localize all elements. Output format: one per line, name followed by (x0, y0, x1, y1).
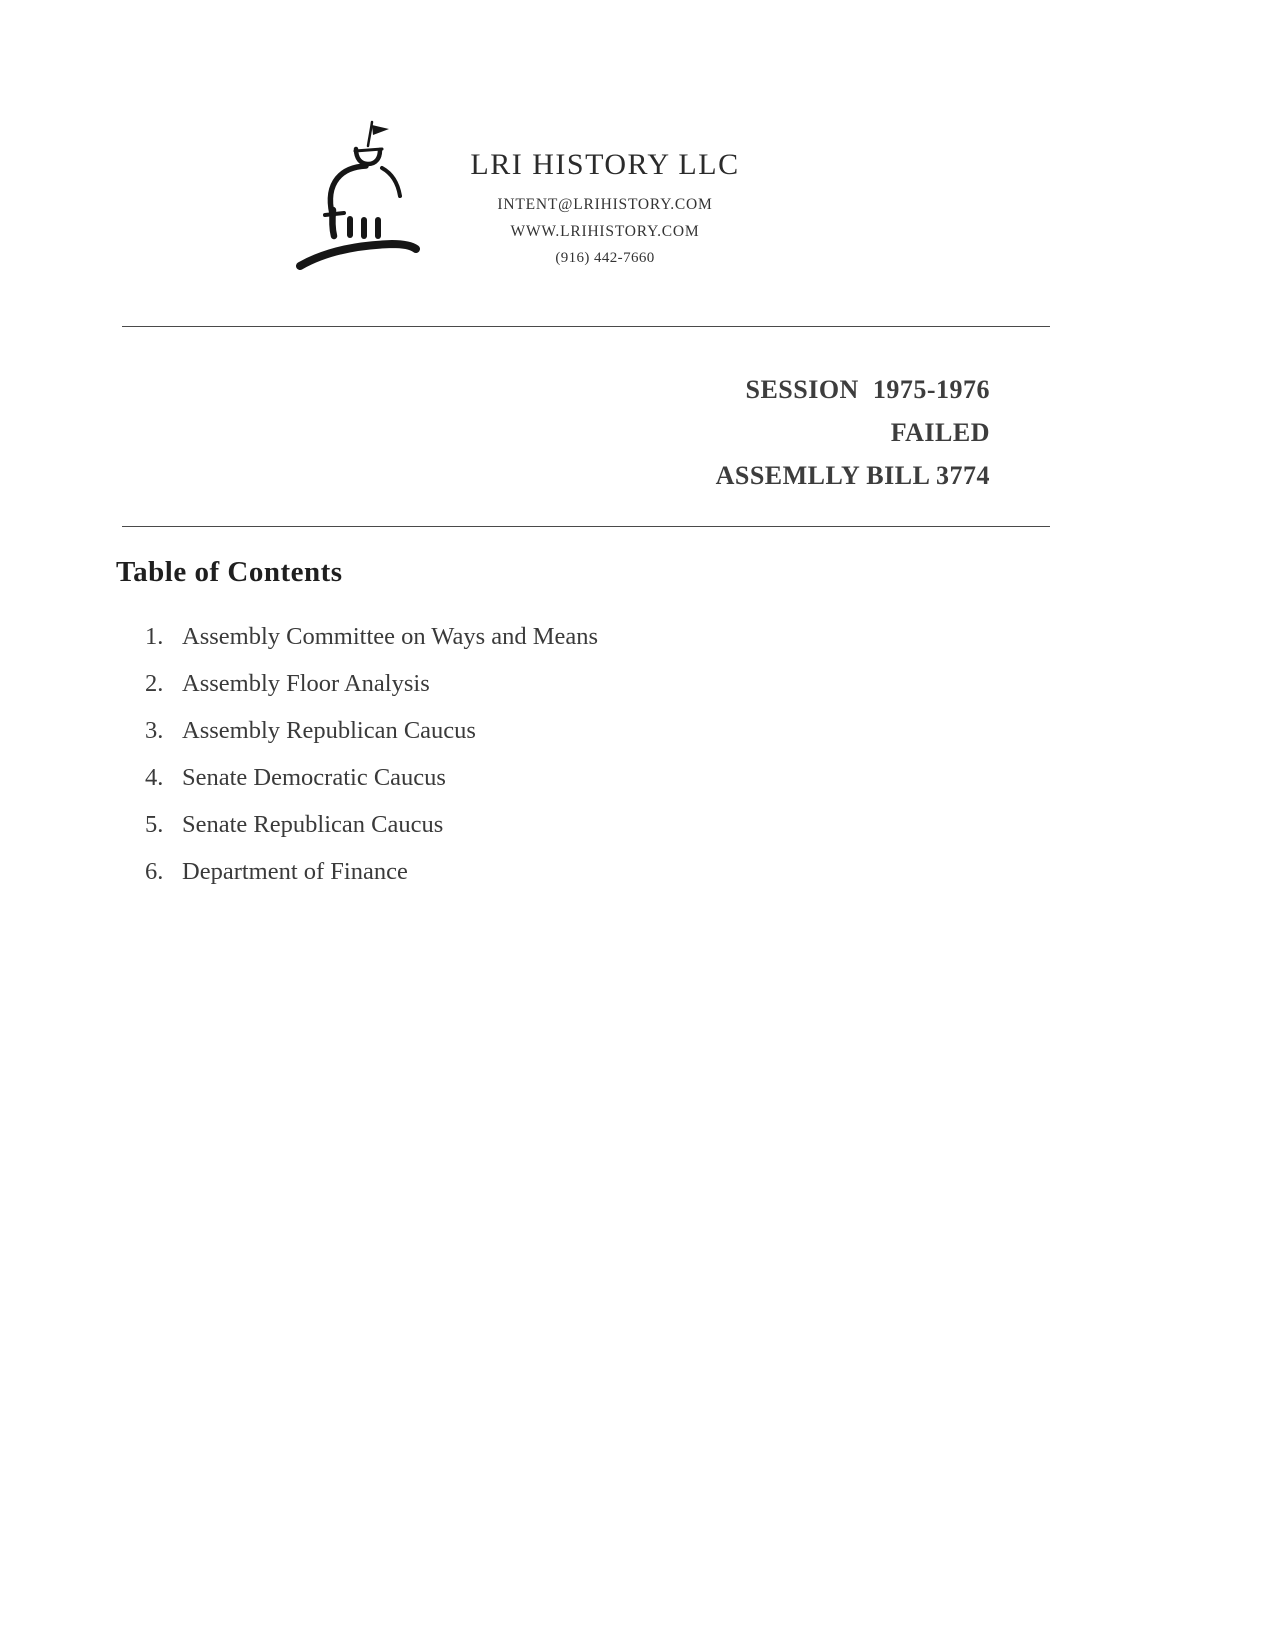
company-email: INTENT@LRIHISTORY.COM (497, 196, 713, 213)
toc-item-label: Assembly Republican Caucus (182, 717, 476, 744)
toc-item-number: 4. (145, 764, 164, 791)
toc-item (145, 810, 598, 840)
toc-item (145, 763, 598, 793)
toc-item-number: 5. (145, 811, 164, 838)
company-name: LRI HISTORY LLC (470, 148, 740, 181)
toc-item-label: Senate Democratic Caucus (182, 764, 446, 791)
toc-title: Table of Contents (116, 556, 343, 588)
company-website: WWW.LRIHISTORY.COM (510, 223, 700, 240)
session-line (716, 368, 990, 411)
session-label: SESSION (745, 375, 859, 404)
toc-item-label: Department of Finance (182, 858, 408, 885)
toc-item (145, 669, 598, 699)
session-block (716, 368, 990, 497)
toc-item-number: 2. (145, 670, 164, 697)
horizontal-rule-top (122, 326, 1050, 327)
letterhead (420, 148, 790, 267)
status-line: FAILED (890, 418, 990, 447)
session-years: 1975-1976 (872, 375, 990, 404)
toc-item (145, 716, 598, 746)
toc-item-label: Assembly Floor Analysis (182, 670, 430, 697)
toc-item (145, 622, 598, 652)
toc-item-label: Senate Republican Caucus (182, 811, 444, 838)
toc-item-number: 3. (145, 717, 164, 744)
toc-item-label: Assembly Committee on Ways and Means (182, 623, 599, 650)
toc-item-number: 6. (145, 858, 164, 885)
bill-line: ASSEMLLY BILL 3774 (715, 461, 990, 490)
toc-item (145, 857, 598, 887)
company-phone: (916) 442-7660 (555, 250, 655, 266)
toc-item-number: 1. (145, 623, 164, 650)
horizontal-rule-bottom (122, 526, 1050, 527)
toc-list (145, 622, 598, 887)
